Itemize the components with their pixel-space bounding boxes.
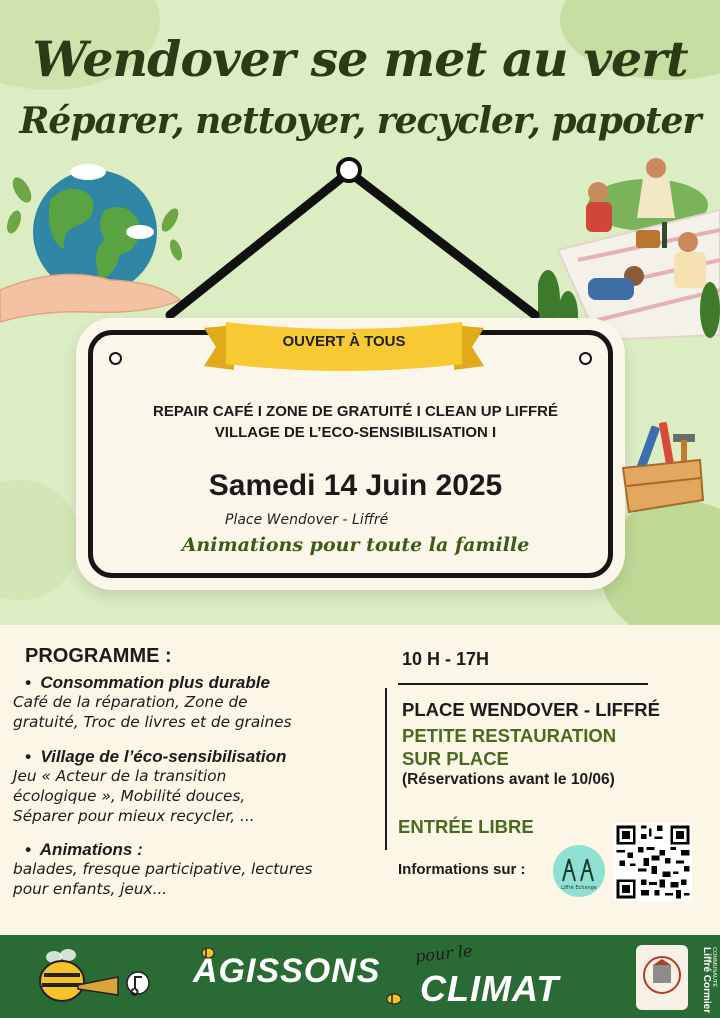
community-sub: COMMUNAUTÉ	[711, 947, 717, 988]
info-label: Informations sur :	[398, 861, 526, 878]
event-date: Samedi 14 Juin 2025	[208, 469, 503, 502]
bee-icon	[40, 961, 84, 1001]
programme-line: pour enfants, jeux...	[13, 880, 168, 898]
qr-code-icon	[614, 823, 692, 901]
divider	[385, 688, 387, 850]
programme-title: PROGRAMME :	[25, 645, 172, 667]
logo-caption: Liffré Echange	[561, 885, 597, 891]
toolbox-illustration	[615, 420, 705, 520]
programme-line: Café de la réparation, Zone de	[13, 693, 248, 711]
programme-heading: • Consommation plus durable	[25, 673, 270, 692]
food-line-1: PETITE RESTAURATION	[402, 725, 617, 746]
programme-heading-text: Village de l’éco-sensibilisation	[40, 747, 287, 766]
footer-agissons: AGISSONS	[193, 952, 381, 990]
event-place: Place Wendover - Liffré	[225, 512, 389, 528]
community-crest	[636, 945, 688, 1010]
programme-line: balades, fresque participative, lectures	[13, 860, 313, 878]
programme-line: gratuité, Troc de livres et de graines	[13, 713, 292, 731]
programme-body	[13, 692, 383, 732]
footer-pour-le: pour le	[414, 941, 474, 966]
sign-hole	[109, 352, 122, 365]
decor-blob	[0, 480, 80, 600]
crest-icon	[636, 945, 688, 1010]
venue: PLACE WENDOVER - LIFFRÉ	[402, 699, 660, 720]
footer-climat: CLIMAT	[420, 968, 560, 1009]
programme-line: écologique », Mobilité douces,	[13, 787, 246, 805]
people-icon	[553, 845, 605, 897]
page-subtitle: Réparer, nettoyer, recycler, papoter	[19, 100, 701, 142]
programme-body	[13, 766, 383, 826]
open-to-all-label: OUVERT À TOUS	[282, 333, 406, 350]
programme-heading-text: Animations :	[39, 840, 143, 859]
nail-icon	[338, 159, 360, 181]
programme-heading: • Village de l’éco-sensibilisation	[25, 747, 287, 766]
divider	[398, 683, 648, 685]
bee-icon	[385, 990, 403, 1006]
programme-line: Séparer pour mieux recycler, ...	[13, 807, 255, 825]
qr-code[interactable]	[614, 823, 692, 901]
programme-line: Jeu « Acteur de la transition	[13, 767, 227, 785]
programme-body	[13, 859, 383, 899]
sign-hole	[579, 352, 592, 365]
programme-heading-text: Consommation plus durable	[40, 673, 270, 692]
programme-heading: • Animations :	[25, 840, 143, 859]
liffre-echange-logo[interactable]	[553, 845, 605, 897]
page-title: Wendover se met au vert	[32, 30, 688, 88]
bee-illustration	[28, 945, 158, 1011]
free-entry: ENTRÉE LIBRE	[398, 816, 534, 837]
opening-hours: 10 H - 17H	[402, 649, 490, 669]
community-name: Liffré Cormier	[701, 947, 712, 1013]
activities-line-2: VILLAGE DE L’ECO-SENSIBILISATION I	[214, 424, 497, 441]
event-tagline: Animations pour toute la famille	[181, 534, 530, 556]
activities-line-1: REPAIR CAFÉ I ZONE DE GRATUITÉ I CLEAN UP LIFFRÉ	[152, 403, 558, 420]
community-logo-text	[693, 945, 719, 1013]
food-line-2: SUR PLACE	[402, 748, 509, 769]
reservation-note: (Réservations avant le 10/06)	[402, 771, 615, 788]
